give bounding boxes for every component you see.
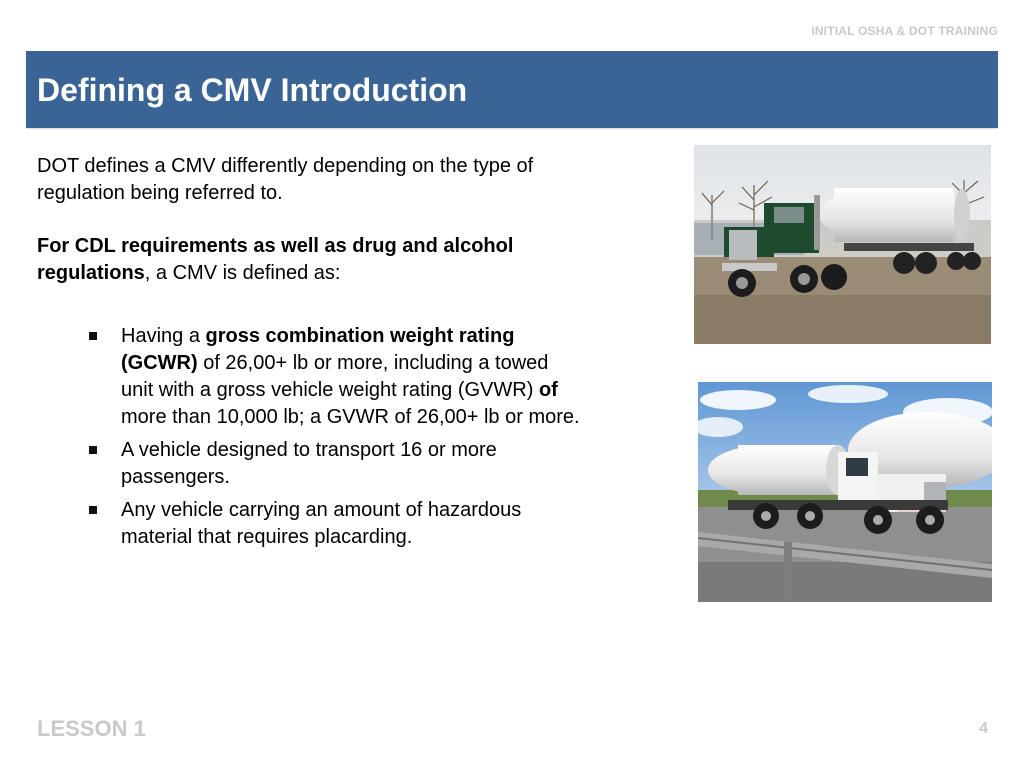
bullet-bold-text: gross combination weight rating (GCWR)	[121, 325, 515, 374]
criteria-item-passengers	[121, 437, 581, 491]
bullet-bold-text: of	[538, 379, 558, 401]
criteria-item-hazmat	[121, 497, 581, 551]
definition-bold-text: For CDL requirements as well as drug and alcohol regulations	[37, 235, 514, 284]
bullet-text: more than 10,000 lb; a GVWR of 26,00+ lb or more.	[121, 406, 580, 428]
bullet-text: Any vehicle carrying an amount of hazardous material that requires placarding.	[121, 499, 522, 548]
white-truck-photo	[698, 382, 992, 602]
criteria-list	[37, 323, 597, 551]
bullet-text: of 26,00+ lb or more, including a towed unit with a gross vehicle weight rating (GVWR)	[121, 352, 549, 401]
intro-paragraph: DOT defines a CMV differently depending on the type of regulation being referred to.	[37, 155, 534, 204]
bullet-square-icon	[89, 446, 97, 454]
course-label: INITIAL OSHA & DOT TRAINING	[811, 24, 998, 38]
bullet-square-icon	[89, 506, 97, 514]
slide-title: Defining a CMV Introduction	[37, 72, 468, 108]
title-bar	[26, 51, 998, 128]
slide-body	[37, 153, 597, 557]
bullet-square-icon	[89, 332, 97, 340]
criteria-item-gcwr	[121, 323, 581, 431]
definition-rest-text: , a CMV is defined as:	[144, 262, 341, 284]
bullet-text: A vehicle designed to transport 16 or more passengers.	[121, 439, 497, 488]
bullet-text: Having a	[121, 325, 206, 347]
green-truck-photo	[694, 145, 991, 344]
definition-paragraph	[37, 233, 597, 287]
lesson-label: LESSON 1	[37, 716, 146, 741]
page-number: 4	[979, 720, 988, 737]
